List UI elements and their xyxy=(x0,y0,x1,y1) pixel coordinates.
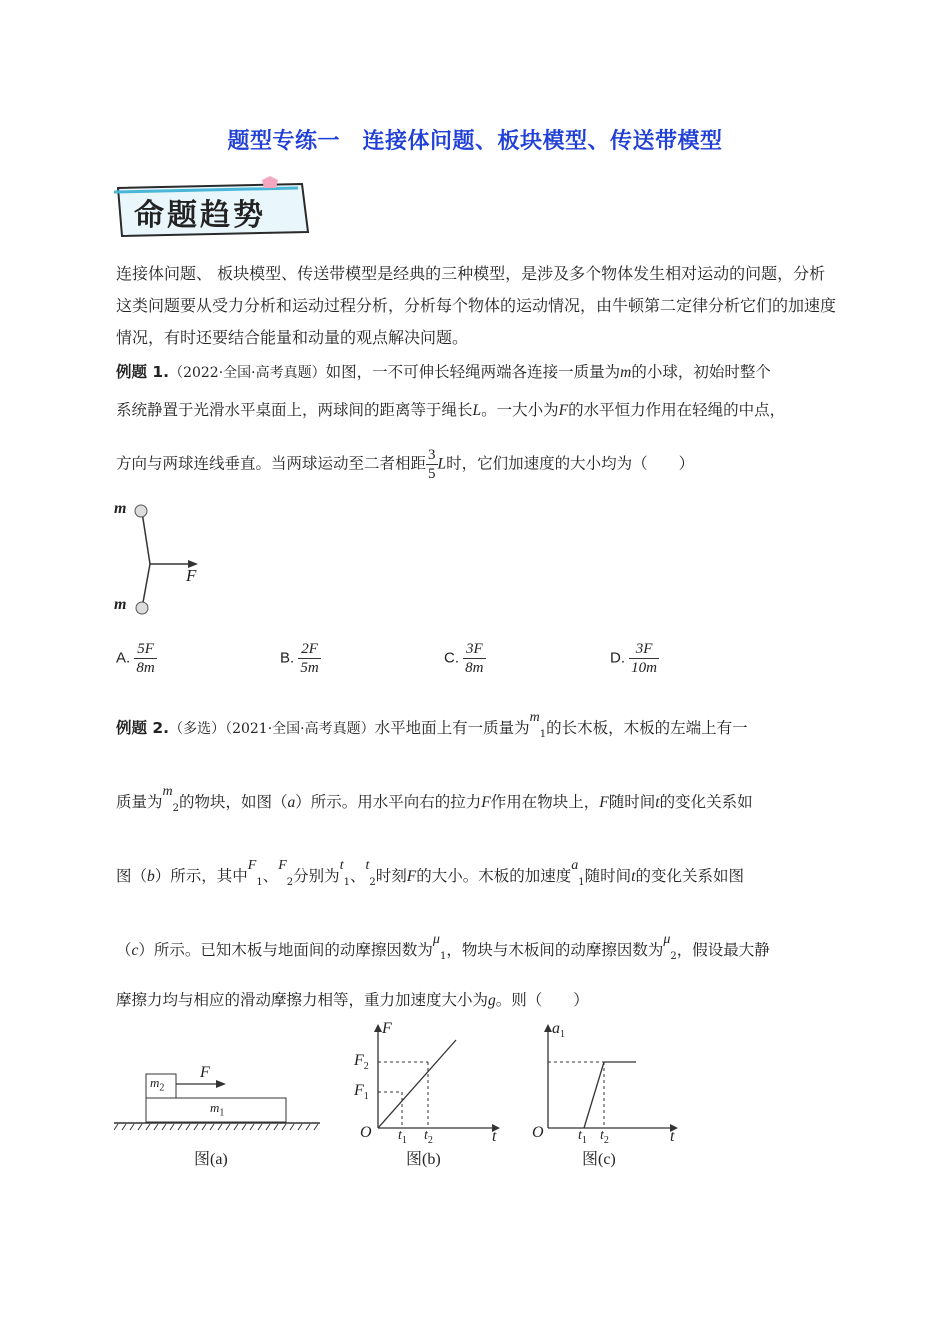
ex1-line2: 系统静置于光滑水平桌面上，两球间的距离等于绳长L。一大小为F的水平恒力作用在轻绳的中点， xyxy=(116,401,786,419)
option-a[interactable]: A. $\frac{5F}{8m}$ xyxy=(116,641,155,676)
ex1-label: 例题 1. xyxy=(116,363,170,381)
ex2-line4: （c）所示。已知木板与地面间的动摩擦因数为$\mu_1$，物块与木板间的动摩擦因数为$\mu_2$，假设最大静 xyxy=(116,932,770,963)
intro-paragraph: 连接体问题、 板块模型、传送带模型是经典的三种模型，是涉及多个物体发生相对运动的问题，分析这类问题要从受力分析和运动过程分析，分析每个物体的运动情况，由牛顿第二定律分析它们的加速度情况，有时还要结合能量和动量的观点解决问题。 xyxy=(116,264,837,347)
figure-c: $a_1$ O $t_1$ $t_2$ t 图(c) xyxy=(528,1020,688,1170)
ex2-label: 例题 2. xyxy=(116,719,170,737)
ex2-line1: 例题 2.（多选）（2021·全国·高考真题）水平地面上有一质量为$m_1$的长木板，木板的左端上有一 xyxy=(116,710,748,741)
ball-bottom xyxy=(136,602,148,614)
ex2-line3: 图（b）所示，其中$F_1$、$F_2$分别为$t_1$、$t_2$时刻F的大小。木板的加速度$a_1$随时间t的变化关系如图 xyxy=(116,858,744,889)
option-d[interactable]: D. $\frac{3F}{10m}$ xyxy=(610,641,658,676)
banner-text: 命题趋势 xyxy=(134,198,266,233)
option-b[interactable]: B. $\frac{2F}{5m}$ xyxy=(280,641,319,676)
section-banner xyxy=(112,176,312,240)
ex1-figure: m m F xyxy=(114,500,197,613)
figure-a: $m_2$ $m_1$ F 图(a) xyxy=(114,1060,324,1172)
ex1-line3: 方向与两球连线垂直。当两球运动至二者相距 $\frac{3}{5}$ L时，它们加速度的大小均为（ ） xyxy=(116,447,695,482)
figure-b: F $F_2$ $F_1$ O $t_1$ $t_2$ t 图(b) xyxy=(348,1020,508,1170)
page-title: 题型专练一 连接体问题、板块模型、传送带模型 xyxy=(227,129,723,154)
ball-top xyxy=(135,505,147,517)
ex2-line2: 质量为$m_2$的物块，如图（a）所示。用水平向右的拉力F作用在物块上，F随时间t的变化关系如 xyxy=(116,784,753,815)
option-c[interactable]: C. $\frac{3F}{8m}$ xyxy=(444,641,484,676)
fraction-3-5: $\frac{3}{5}$ xyxy=(428,447,436,482)
ex1-line1: 例题 1.（2022·全国·高考真题）如图，一不可伸长轻绳两端各连接一质量为m的小球，初始时整个 xyxy=(116,363,771,381)
ex2-line5: 摩擦力均与相应的滑动摩擦力相等，重力加速度大小为g。则（ ） xyxy=(116,991,589,1009)
